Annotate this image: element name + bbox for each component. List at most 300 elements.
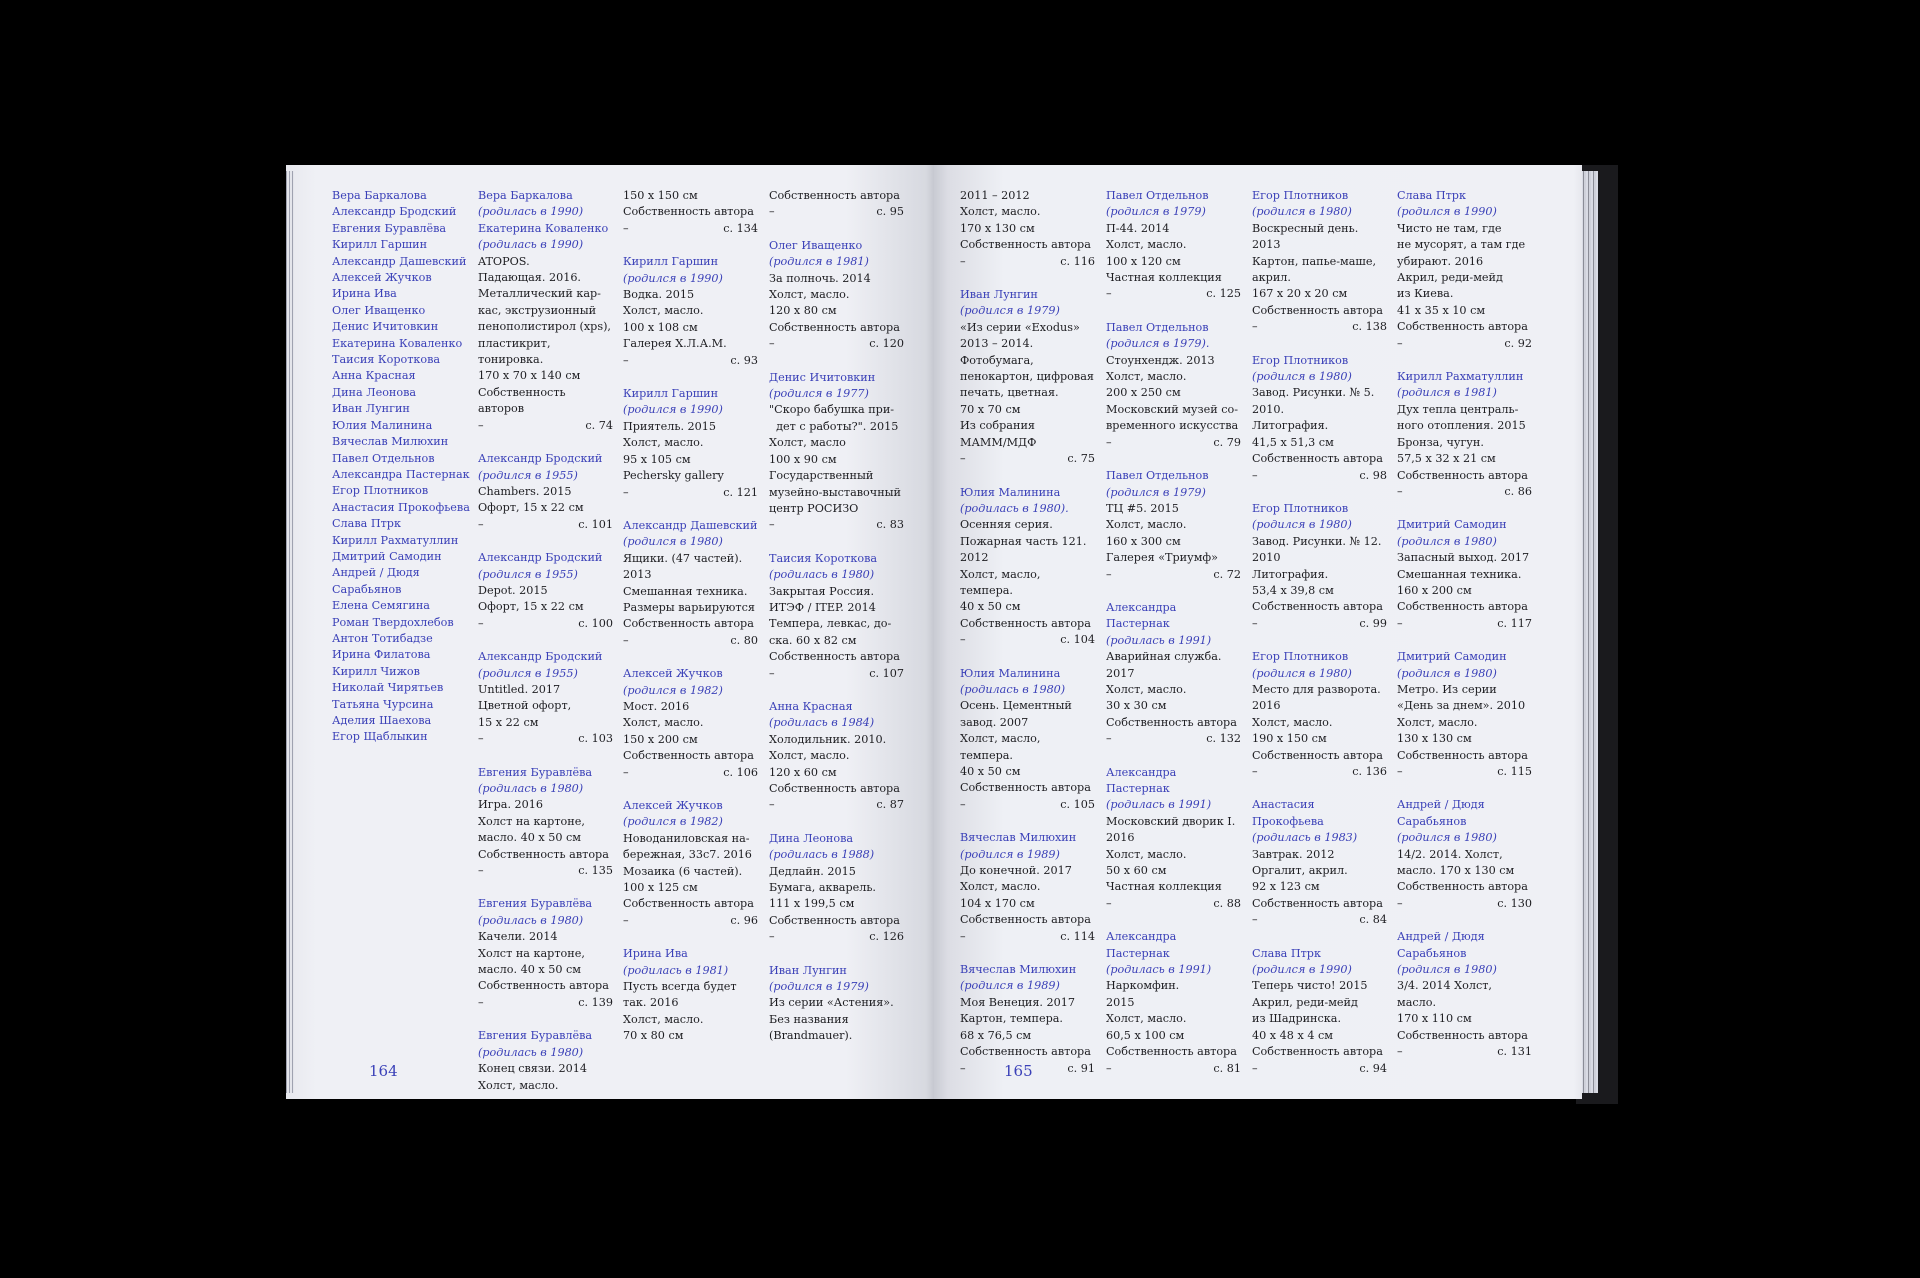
artwork-line: Воскресный день. 2013 [1252, 221, 1362, 252]
artwork-line: Собственность автора [1397, 600, 1528, 614]
page-reference [769, 797, 904, 813]
index-name: Денис Ичитовкин [332, 320, 439, 334]
artwork-line: 60,5 x 100 см [1106, 1028, 1185, 1042]
page-ref: с. 116 [1060, 254, 1095, 268]
artwork-line: из Шадринска. [1252, 1012, 1341, 1026]
dash: – [478, 995, 484, 1009]
artwork-line: 2010. [1252, 402, 1285, 416]
artwork-line: Мозаика (6 частей). [623, 864, 743, 878]
artwork-line: Собственность автора [1397, 1028, 1528, 1042]
catalog-entry [769, 188, 904, 221]
artwork-line: пенополистирол (xps), [478, 320, 611, 334]
artwork-line: 92 x 123 см [1252, 880, 1320, 894]
artwork-line: Собственность автора [960, 238, 1091, 252]
artwork-line: 2012 [960, 551, 989, 565]
page-reference [478, 616, 613, 632]
artwork-line: 104 x 170 см [960, 896, 1035, 910]
artist-index [332, 188, 470, 746]
artwork-line: «День за днем». 2010 [1397, 699, 1526, 713]
birth-year: (родился в 1979) [1106, 205, 1206, 219]
catalog-entry [1252, 649, 1387, 780]
artwork-line: 150 x 150 см [623, 189, 698, 202]
artwork-line: Дух тепла централь- [1397, 402, 1519, 416]
dash: – [1106, 567, 1112, 581]
artwork-line: Собственность автора [478, 847, 609, 861]
artwork-line: 150 x 200 см [623, 732, 698, 746]
dash: – [1397, 484, 1403, 498]
page-reference [478, 863, 613, 879]
artwork-line: Бумага, акварель. [769, 881, 876, 895]
birth-year: (родился в 1990) [1252, 963, 1352, 977]
catalog-entry [1397, 797, 1532, 912]
page-ref: с. 94 [1359, 1061, 1387, 1075]
page-reference [1252, 764, 1387, 780]
page-ref: с. 99 [1359, 616, 1387, 630]
artist-name: Александра Пастернак [1106, 600, 1177, 631]
artwork-line: ного отопления. 2015 [1397, 419, 1526, 433]
artwork-line: (Brandmauer). [769, 1029, 853, 1043]
artwork-line: 160 x 300 см [1106, 534, 1181, 548]
catalog-entry [1106, 929, 1241, 1077]
page-ref: с. 107 [869, 666, 904, 680]
catalog-entry [769, 963, 904, 1045]
artwork-line: Мост. 2016 [623, 699, 690, 713]
artwork-line: Собственность автора [1106, 1045, 1237, 1059]
page-number-right: 165 [1004, 1062, 1033, 1080]
artist-name: Кирилл Гаршин [623, 255, 719, 269]
birth-year: (родился в 1989) [960, 847, 1060, 861]
dash: – [623, 765, 629, 779]
artwork-line: Собственность автора [960, 913, 1091, 927]
birth-year: (родилась в 1980) [769, 568, 875, 582]
page-reference [478, 995, 613, 1011]
artwork-line: Водка. 2015 [623, 288, 695, 302]
artwork-line: Холст, масло. [1106, 1012, 1187, 1026]
artwork-line: Собственность автора [623, 205, 754, 219]
page-reference [1252, 468, 1387, 484]
index-name: Юлия Малинина [332, 418, 433, 432]
artwork-line: Собственность автора [1397, 468, 1528, 482]
artwork-line: ТЦ #5. 2015 [1106, 501, 1179, 515]
artwork-line: ИТЭФ / ITEP. 2014 [769, 600, 876, 614]
page-ref: с. 125 [1206, 287, 1241, 301]
page-reference [478, 517, 613, 533]
page-ref: с. 135 [578, 864, 613, 878]
artist-name: Дмитрий Самодин [1397, 518, 1507, 532]
birth-year: (родилась в 1980). [960, 501, 1069, 515]
page-reference [960, 451, 1095, 467]
artwork-line: Собственность автора [960, 616, 1091, 630]
artwork-line: До конечной. 2017 [960, 864, 1072, 878]
index-name: Олег Иващенко [332, 303, 426, 317]
page-reference [1252, 1061, 1387, 1077]
artwork-line: кас, экструзионный [478, 303, 597, 317]
artwork-line: Дедлайн. 2015 [769, 864, 856, 878]
artist-name: Иван Лунгин [960, 288, 1038, 302]
artist-name: Павел Отдельнов [1106, 469, 1209, 483]
dash: – [1252, 1061, 1258, 1075]
artwork-line: Ящики. (47 частей). [623, 551, 743, 565]
birth-year: (родилась в 1983) [1252, 831, 1358, 845]
page-reference [1252, 616, 1387, 632]
catalog-entry [478, 765, 613, 880]
artwork-line: Цветной офорт, [478, 699, 572, 713]
artist-name: Ирина Ива [623, 947, 688, 961]
index-name: Вера Баркалова [332, 189, 427, 202]
birth-year: (родилась в 1991) [1106, 798, 1212, 812]
birth-year: (родился в 1977) [769, 387, 869, 401]
artwork-line: Собственность автора [769, 782, 900, 795]
page-ref: с. 100 [578, 616, 613, 630]
artwork-line: Собственность автора [1252, 452, 1383, 466]
index-name: Татьяна Чурсина [332, 697, 434, 711]
index-name: Кирилл Рахматуллин [332, 533, 459, 547]
dash: – [1252, 468, 1258, 482]
catalog-entry [1106, 188, 1241, 303]
catalog-column-1 [478, 188, 613, 1099]
dash: – [1397, 896, 1403, 910]
catalog-entry [478, 649, 613, 747]
artwork-line: Запасный выход. 2017 [1397, 551, 1530, 565]
artwork-line: Собственность автора [769, 913, 900, 927]
artwork-line: 41 x 35 x 10 см [1397, 303, 1486, 317]
birth-year: (родился в 1990) [623, 271, 723, 285]
catalog-entry [1106, 468, 1241, 583]
artwork-line: Собственность автора [769, 650, 900, 664]
artist-name: Слава Птрк [1252, 946, 1321, 960]
artwork-line: 2015 [1106, 995, 1135, 1009]
birth-year: (родился в 1980) [1397, 666, 1497, 680]
page-reference [1106, 286, 1241, 302]
artwork-line: Завод. Рисунки. № 5. [1252, 386, 1375, 400]
page-ref: с. 75 [1067, 452, 1095, 466]
catalog-entry [960, 188, 1095, 270]
page-reference [1106, 435, 1241, 451]
artist-name: Анастасия Прокофьева [1252, 798, 1324, 828]
artwork-line: Холст, масло. [1252, 715, 1333, 729]
catalog-entry [1397, 649, 1532, 780]
index-name: Ирина Филатова [332, 648, 431, 662]
dash: – [478, 864, 484, 878]
index-name: Слава Птрк [332, 517, 401, 531]
artwork-line: Галерея Х.Л.А.М. [623, 337, 727, 351]
page-ref: с. 80 [730, 633, 758, 647]
index-name: Ирина Ива [332, 287, 397, 301]
page-reference [1397, 336, 1532, 352]
artwork-line: Холст, масло. [1106, 518, 1187, 532]
artwork-line: Завтрак. 2012 [1252, 847, 1335, 861]
artist-name: Дина Леонова [769, 831, 854, 845]
artwork-line: Завод. Рисунки. № 12. [1252, 534, 1382, 548]
page-reference [1397, 484, 1532, 500]
artwork-line: 170 x 130 см [960, 221, 1035, 235]
page-ref: с. 130 [1497, 896, 1532, 910]
artwork-line: МАММ/МДФ [960, 435, 1037, 449]
artwork-line: Собственность автора [1252, 303, 1383, 317]
dash: – [769, 666, 775, 680]
artwork-line: Приятель. 2015 [623, 419, 717, 433]
dash: – [1397, 336, 1403, 350]
page-ref: с. 120 [869, 337, 904, 351]
artwork-line: Холодильник. 2010. [769, 732, 887, 746]
artwork-line: Аварийная служба. [1106, 650, 1222, 664]
dash: – [1397, 1045, 1403, 1059]
dash: – [1106, 435, 1112, 449]
artwork-line: Пожарная часть 121. [960, 534, 1087, 548]
page-ref: с. 132 [1206, 732, 1241, 746]
page-ref: с. 81 [1213, 1061, 1241, 1075]
page-ref: с. 105 [1060, 797, 1095, 811]
artwork-line: Собственность автора [623, 749, 754, 763]
page-ref: с. 136 [1352, 765, 1387, 778]
artwork-line: Холст, масло. [1106, 682, 1187, 696]
page-reference [623, 221, 758, 237]
page-ref: с. 114 [1060, 929, 1095, 943]
artwork-line: Частная коллекция [1106, 271, 1222, 285]
artist-name: Евгения Буравлёва [478, 897, 593, 911]
birth-year: (родился в 1980) [1252, 205, 1352, 219]
page-ref: с. 96 [730, 913, 758, 927]
left-page-edges [286, 171, 294, 1093]
index-name: Таисия Короткова [332, 353, 441, 367]
birth-year: (родился в 1981) [769, 255, 869, 269]
artwork-line: Холст, масло, темпера. [960, 732, 1044, 762]
artwork-line: музейно-выставочный [769, 485, 902, 499]
artist-name: Егор Плотников [1252, 501, 1349, 515]
artwork-line: Chambers. 2015 [478, 484, 572, 498]
catalog-entry [623, 188, 758, 237]
catalog-entry [1106, 765, 1241, 913]
catalog-entry [623, 254, 758, 369]
page-reference [960, 254, 1095, 270]
artwork-line: масло. 40 x 50 см [478, 963, 582, 977]
catalog-entry [478, 188, 613, 434]
artwork-line: Литография. [1252, 567, 1329, 581]
artwork-line: Место для разворота. [1252, 682, 1381, 696]
artwork-line: Холст, масло. [623, 304, 704, 318]
catalog-entry [623, 386, 758, 501]
artwork-line: 100 x 125 см [623, 881, 698, 895]
artwork-line: ATOPOS. [478, 254, 530, 268]
artist-name: Таисия Короткова [769, 551, 878, 565]
artwork-line: Металлический кар- [478, 287, 601, 301]
artwork-line: 41,5 x 51,3 см [1252, 435, 1334, 449]
artwork-line: Московский дворик I. [1106, 814, 1236, 828]
page-reference [1397, 1044, 1532, 1060]
catalog-column-6 [1252, 188, 1387, 1094]
artwork-line: ска. 60 x 82 см [769, 633, 857, 647]
artwork-line: Холст, масло [769, 436, 846, 450]
birth-year: (родился в 1989) [960, 979, 1060, 993]
catalog-entry [1397, 188, 1532, 352]
artwork-line: Pechersky gallery [623, 469, 724, 483]
dash: – [623, 633, 629, 647]
page-reference [1397, 896, 1532, 912]
artwork-line: Depot. 2015 [478, 583, 548, 597]
artwork-line: 2016 [1252, 699, 1281, 713]
catalog-column-4 [960, 188, 1095, 1094]
birth-year: (родился в 1955) [478, 567, 578, 581]
birth-year: (родился в 1981) [1397, 386, 1497, 400]
artwork-line: Холст, масло. [623, 436, 704, 450]
artwork-line: Московский музей со- [1106, 402, 1239, 416]
artist-name: Юлия Малинина [960, 485, 1061, 499]
birth-year: (родилась в 1980) [478, 1045, 584, 1059]
artist-name: Кирилл Рахматуллин [1397, 370, 1524, 384]
index-name: Алексей Жучков [332, 271, 432, 285]
artwork-line: Собственность автора [1397, 748, 1528, 762]
page-ref: с. 88 [1213, 896, 1241, 910]
page-reference [1252, 319, 1387, 335]
birth-year: (родился в 1980) [1252, 666, 1352, 680]
artist-name: Егор Плотников [1252, 353, 1349, 367]
catalog-entry [769, 238, 904, 353]
artist-name: Александра Пастернак [1106, 930, 1177, 960]
artwork-line: так. 2016 [623, 996, 679, 1010]
artwork-line: Качели. 2014 [478, 930, 558, 944]
catalog-entry [769, 699, 904, 814]
artwork-line: 40 x 48 x 4 см [1252, 1028, 1333, 1042]
artwork-line: Закрытая Россия. [769, 584, 875, 598]
page-ref: с. 126 [869, 930, 904, 944]
page-reference [1106, 567, 1241, 583]
catalog-entry [623, 798, 758, 929]
artwork-line: П-44. 2014 [1106, 221, 1170, 235]
artwork-line: Собственность автора [478, 979, 609, 993]
artwork-line: Конец связи. 2014 [478, 1062, 587, 1076]
index-name: Евгения Буравлёва [332, 221, 447, 235]
catalog-entry [478, 1028, 613, 1094]
artwork-line: 170 x 110 см [1397, 1012, 1472, 1026]
index-name: Аделия Шаехова [332, 714, 432, 727]
page-ref: с. 139 [578, 995, 613, 1009]
artwork-line: Осенняя серия. [960, 518, 1053, 532]
artist-name: Денис Ичитовкин [769, 370, 876, 384]
artwork-line: масло. 40 x 50 см [478, 831, 582, 845]
artist-name: Алексей Жучков [623, 667, 723, 681]
index-name: Иван Лунгин [332, 402, 410, 416]
artwork-line: пластикрит, тонировка. [478, 336, 555, 367]
artwork-line: акрил. [1252, 271, 1291, 285]
artist-name: Павел Отдельнов [1106, 189, 1209, 202]
dash: – [1397, 765, 1403, 778]
artist-name: Александра Пастернак [1106, 765, 1177, 795]
artist-name: Анна Красная [769, 699, 853, 713]
index-name: Дмитрий Самодин [332, 549, 442, 563]
catalog-column-2 [623, 188, 758, 1062]
dash: – [1252, 616, 1258, 630]
page-ref: с. 101 [578, 517, 613, 531]
artist-name: Андрей / Дюдя [1397, 930, 1485, 944]
artwork-line: Офорт, 15 x 22 см [478, 600, 584, 614]
artwork-line: Смешанная техника. [623, 584, 748, 598]
artwork-line: 170 x 70 x 140 см [478, 369, 581, 383]
birth-year: (родилась в 1991) [1106, 963, 1212, 977]
page-ref: с. 131 [1497, 1045, 1532, 1059]
birth-year: (родился в 1955) [478, 666, 578, 680]
birth-year: (родилась в 1980) [960, 682, 1066, 696]
catalog-entry [1106, 320, 1241, 451]
catalog-entry [960, 830, 1095, 945]
index-name: Кирилл Гаршин [332, 238, 428, 252]
catalog-entry [960, 287, 1095, 467]
artwork-line: Темпера, левкас, до- [769, 617, 892, 631]
page-reference [769, 929, 904, 945]
artwork-line: 40 x 50 см [960, 765, 1021, 778]
index-name: Анастасия Прокофьева [332, 500, 470, 514]
artwork-line: Собственность автора [1252, 748, 1383, 762]
page-reference [478, 418, 613, 434]
index-name: Вячеслав Милюхин [332, 435, 449, 449]
artwork-line: Холст, масло, темпера. [960, 567, 1044, 597]
artwork-line: 2010 [1252, 551, 1281, 565]
dash: – [1252, 913, 1258, 927]
artist-name: Евгения Буравлёва [478, 1029, 593, 1043]
artwork-line: Картон, папье-маше, [1252, 254, 1377, 268]
page-ref: с. 86 [1504, 484, 1532, 498]
artwork-line: Собственность автора [769, 189, 900, 202]
page-reference [1397, 764, 1532, 780]
artwork-line: Собственность автора [623, 617, 754, 631]
birth-year: (родился в 1980) [1252, 370, 1352, 384]
catalog-entry [1397, 929, 1532, 1060]
artwork-line: 190 x 150 см [1252, 732, 1327, 746]
catalog-entry [769, 831, 904, 946]
artist-name: Вера Баркалова [478, 189, 573, 202]
catalog-entry [960, 485, 1095, 649]
catalog-entry [1106, 600, 1241, 748]
page-ref: с. 83 [876, 518, 904, 532]
artist-name: Кирилл Гаршин [623, 387, 719, 401]
birth-year: (родилась в 1980) [478, 782, 584, 795]
artwork-line: 120 x 80 см [769, 304, 837, 318]
artwork-line: Собственность автора [1252, 1045, 1383, 1059]
artwork-line: 68 x 76,5 см [960, 1028, 1032, 1042]
dash: – [478, 616, 484, 630]
index-name: Екатерина Коваленко [332, 336, 463, 350]
artist-name: Александр Дашевский [623, 518, 758, 532]
artwork-line: 50 x 60 см [1106, 864, 1167, 878]
artwork-line: убирают. 2016 [1397, 254, 1484, 268]
dash: – [769, 337, 775, 351]
dash: – [478, 732, 484, 746]
dash: – [960, 797, 966, 811]
index-name: Александр Дашевский [332, 254, 467, 268]
artwork-line: Собственность автора [769, 320, 900, 334]
artwork-line: 57,5 x 32 x 21 см [1397, 452, 1496, 466]
catalog-entry [769, 551, 904, 682]
artwork-line: завод. 2007 [960, 715, 1029, 729]
artwork-line: Холст, масло. [1106, 238, 1187, 252]
artwork-line: Чисто не там, где [1397, 221, 1502, 235]
artwork-line: Холст, масло. [769, 749, 850, 763]
artwork-line: печать, цветная. [960, 386, 1059, 400]
artwork-line: масло. 170 x 130 см [1397, 864, 1515, 878]
birth-year: (родилась в 1984) [769, 716, 875, 730]
artwork-line: Моя Венеция. 2017 [960, 995, 1076, 1009]
artist-name: Вячеслав Милюхин [960, 963, 1077, 977]
page-ref: с. 138 [1352, 320, 1387, 334]
artwork-line: Собственность автора [960, 781, 1091, 795]
artwork-line: Акрил, реди-мейд [1252, 995, 1358, 1009]
artwork-line: Теперь чисто! 2015 [1252, 979, 1368, 993]
birth-year: (родилась в 1980) [478, 913, 584, 927]
dash: – [769, 930, 775, 944]
artist-name: Егор Плотников [1252, 650, 1349, 664]
artist-name: Вячеслав Милюхин [960, 831, 1077, 845]
catalog-entry [769, 370, 904, 534]
index-name: Анна Красная [332, 369, 416, 383]
